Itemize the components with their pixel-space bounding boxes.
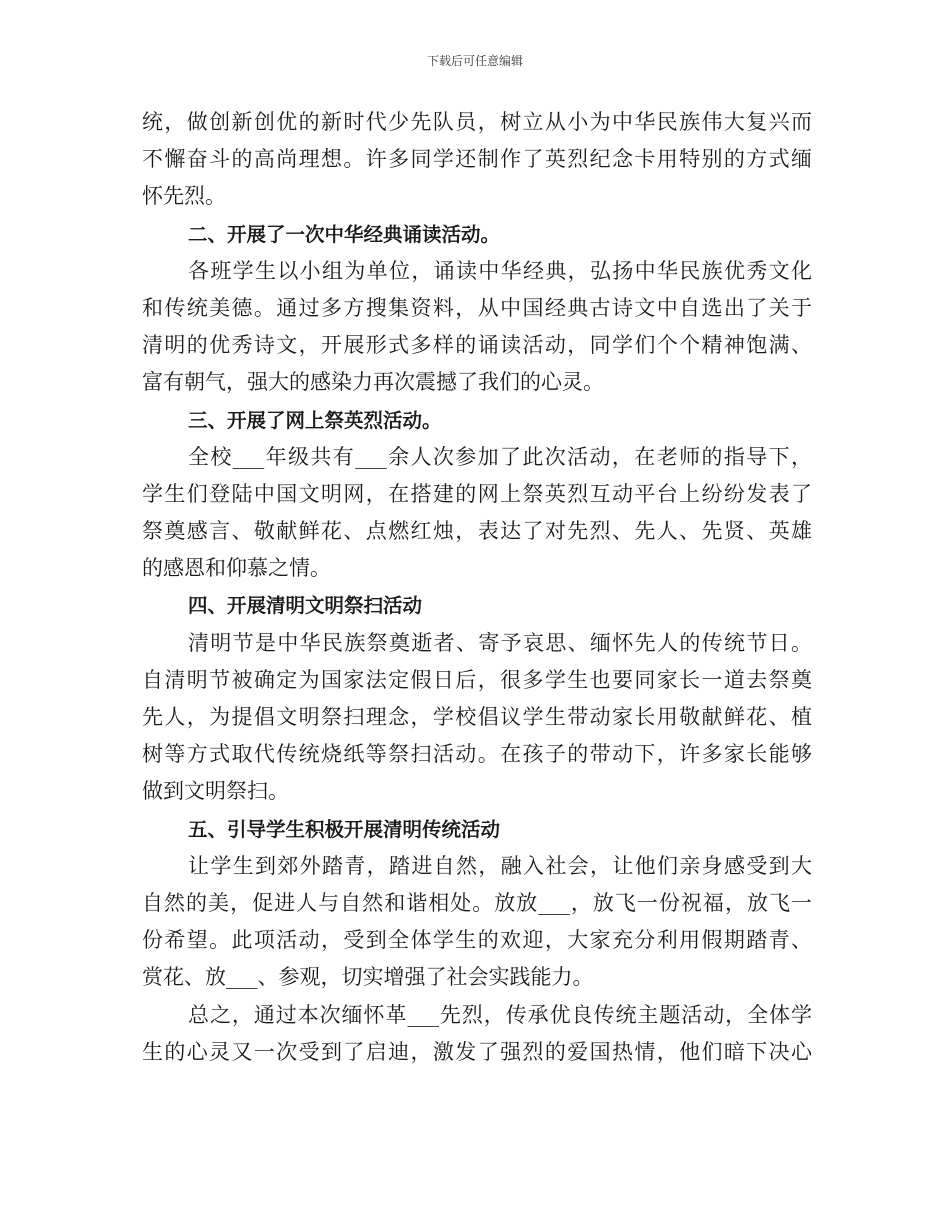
text-line: 自清明节被确定为国家法定假日后，很多学生也要同家长一道去祭奠 [142,667,812,692]
text-line: 做到文明祭扫。 [142,779,289,804]
section-heading-2: 二、开展了一次中华经典诵读活动。 [188,222,501,246]
paragraph-section-4 [142,625,812,811]
text-line: 和传统美德。通过多方搜集资料，从中国经典古诗文中自选出了关于 [142,295,812,320]
text-line: 树等方式取代传统烧纸等祭扫活动。在孩子的带动下，许多家长能够 [142,742,812,767]
text-line: 生的心灵又一次受到了启迪，激发了强烈的爱国热情，他们暗下决心 [142,1039,812,1064]
text-line: 不懈奋斗的高尚理想。许多同学还制作了英烈纪念卡用特别的方式缅 [142,147,812,172]
paragraph-intro-continued [142,104,812,216]
text-line: 总之，通过本次缅怀革___先烈，传承优良传统主题活动，全体学 [188,1002,812,1027]
text-line: 怀先烈。 [142,184,226,209]
text-line: 先人，为提倡文明祭扫理念，学校倡议学生带动家长用敬献鲜花、植 [142,705,812,729]
paragraph-conclusion [142,997,812,1071]
paragraph-section-2 [142,253,812,402]
document-body [142,104,812,1071]
text-line: 富有朝气，强大的感染力再次震撼了我们的心灵。 [142,370,604,395]
text-line: 学生们登陆中国文明网，在搭建的网上祭英烈互动平台上纷纷发表了 [142,481,812,506]
text-line: 让学生到郊外踏青，踏进自然，融入社会，让他们亲身感受到大 [188,853,812,878]
text-line: 清明节是中华民族祭奠逝者、寄予哀思、缅怀先人的传统节日。 [188,630,812,655]
text-line: 统，做创新创优的新时代少先队员，树立从小为中华民族伟大复兴而 [142,110,812,134]
text-line: 全校___年级共有___余人次参加了此次活动，在老师的指导下， [188,444,812,469]
page-header: 下载后可任意编辑 [426,54,523,68]
text-line: 各班学生以小组为单位，诵读中华经典，弘扬中华民族优秀文化 [188,258,812,283]
paragraph-section-5 [142,848,812,997]
text-line: 自然的美，促进人与自然和谐相处。放放___，放飞一份祝福，放飞一 [142,890,812,915]
text-line: 赏花、放___、参观，切实增强了社会实践能力。 [142,965,594,990]
text-line: 的感恩和仰慕之情。 [142,556,331,581]
section-heading-4: 四、开展清明文明祭扫活动 [188,594,423,618]
text-line: 清明的优秀诗文，开展形式多样的诵读活动，同学们个个精神饱满、 [142,333,812,358]
section-heading-5: 五、引导学生积极开展清明传统活动 [188,817,501,841]
text-line: 祭奠感言、敬献鲜花、点燃红烛，表达了对先烈、先人、先贤、英雄 [142,519,812,544]
paragraph-section-3 [142,439,812,588]
text-line: 份希望。此项活动，受到全体学生的欢迎，大家充分利用假期踏青、 [142,928,812,953]
section-heading-3: 三、开展了网上祭英烈活动。 [188,408,442,432]
